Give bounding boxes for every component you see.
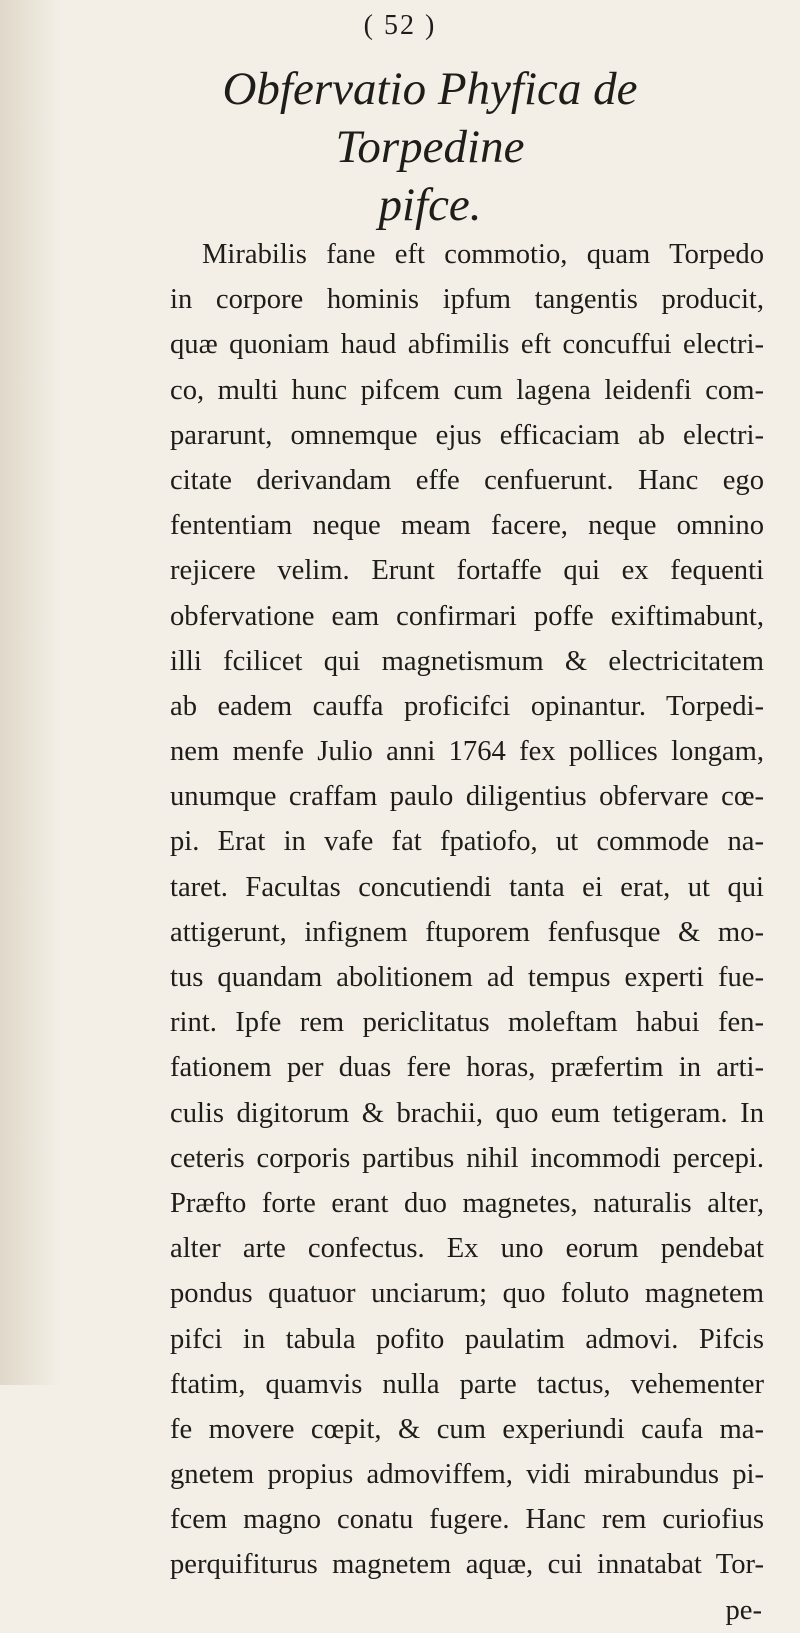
page-number: ( 52 ) bbox=[363, 10, 437, 41]
text-line: in corpore hominis ipfum tangentis producit, bbox=[170, 284, 764, 316]
text-line: nem menfe Julio anni 1764 fex pollices longam, bbox=[170, 736, 764, 768]
text-line: alter arte confectus. Ex uno eorum pendebat bbox=[170, 1233, 764, 1265]
text-line: gnetem propius admoviffem, vidi mirabundus pi- bbox=[170, 1459, 764, 1491]
text-line: citate derivandam effe cenfuerunt. Hanc ego bbox=[170, 464, 764, 496]
text-line: obfervatione eam confirmari poffe exiftimabunt, bbox=[170, 600, 764, 632]
text-line: attigerunt, infignem ftuporem fenfusque & mo- bbox=[170, 916, 764, 948]
body-text bbox=[170, 232, 764, 1633]
text-line: Præfto forte erant duo magnetes, naturalis alter, bbox=[170, 1187, 764, 1219]
text-line: ftatim, quamvis nulla parte tactus, vehementer bbox=[170, 1368, 764, 1400]
text-line: fententiam neque meam facere, neque omnino bbox=[170, 510, 764, 542]
text-line: rejicere velim. Erunt fortaffe qui ex fequenti bbox=[170, 555, 764, 587]
text-line: rint. Ipfe rem periclitatus moleftam habui fen- bbox=[170, 1007, 764, 1039]
catchword: pe- bbox=[725, 1594, 762, 1626]
text-line: perquifiturus magnetem aquæ, cui innatabat Tor- bbox=[170, 1549, 764, 1581]
page-title bbox=[150, 60, 710, 234]
text-line: co, multi hunc pifcem cum lagena leidenfi com- bbox=[170, 374, 764, 406]
text-line: illi fcilicet qui magnetismum & electricitatem bbox=[170, 645, 764, 677]
text-line: ceteris corporis partibus nihil incommodi percepi. bbox=[170, 1142, 764, 1174]
text-line: fationem per duas fere horas, præfertim in arti- bbox=[170, 1052, 764, 1084]
text-line: pifci in tabula pofito paulatim admovi. Pifcis bbox=[170, 1323, 764, 1355]
title-line-1: Obfervatio Phyfica de Torpedine bbox=[222, 63, 638, 173]
text-line: culis digitorum & brachii, quo eum tetigeram. In bbox=[170, 1097, 764, 1129]
text-line: pondus quatuor unciarum; quo foluto magnetem bbox=[170, 1278, 764, 1310]
text-line: pi. Erat in vafe fat fpatiofo, ut commode na- bbox=[170, 826, 764, 858]
text-line: Mirabilis fane eft commotio, quam Torpedo bbox=[202, 239, 764, 270]
text-line: unumque craffam paulo diligentius obfervare cœ- bbox=[170, 781, 764, 813]
text-line: pararunt, omnemque ejus efficaciam ab electri- bbox=[170, 419, 764, 451]
title-line-2: pifce. bbox=[378, 179, 482, 231]
text-line: ab eadem cauffa proficifci opinantur. Torpedi- bbox=[170, 690, 764, 722]
text-line: tus quandam abolitionem ad tempus experti fue- bbox=[170, 962, 764, 993]
text-line: quæ quoniam haud abfimilis eft concuffui electri- bbox=[170, 329, 764, 361]
text-line: taret. Facultas concutiendi tanta ei erat, ut qui bbox=[170, 871, 764, 903]
text-line: fe movere cœpit, & cum experiundi caufa ma- bbox=[170, 1413, 764, 1445]
text-line: fcem magno conatu fugere. Hanc rem curiofius bbox=[170, 1504, 764, 1536]
